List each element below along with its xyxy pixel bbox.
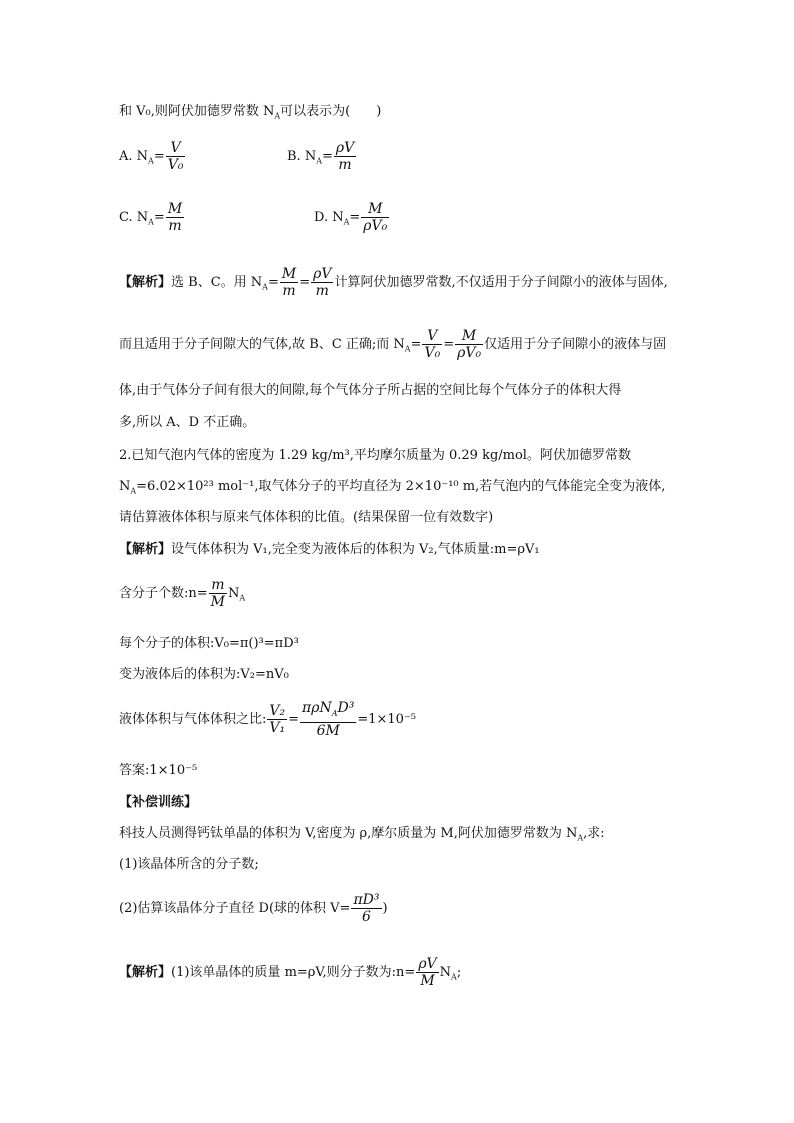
- analysis2-line5: 液体体积与气体体积之比: $\frac{\text{V₂}}{\text{V₁}}$ = $\frac{\pi\rho N_AD^3}{6M}$ =1×10⁻⁵: [119, 700, 417, 739]
- option-b-fraction: $\frac{\rho V}{m}$: [335, 140, 355, 173]
- intro-sub: A: [274, 111, 281, 121]
- analysis1-line4: 多,所以 A、D 不正确。: [119, 415, 256, 430]
- analysis2-answer: 答案:1×10⁻⁵: [119, 763, 198, 778]
- intro-text: 和 V₀,则阿伏加德罗常数 N: [119, 104, 275, 119]
- option-c-fraction: $\frac{M}{m}$: [167, 201, 183, 234]
- q2-line1: 2.已知气泡内气体的密度为 1.29 kg/m³,平均摩尔质量为 0.29 kg/mol。阿伏加德罗常数: [119, 448, 631, 463]
- analysis1-line1: 【解析】选 B、C。用 $N_A=$ $\frac{M}{m}$ = $\frac{\rho V}{m}$ 计算阿伏加德罗常数,不仅适用于分子间隙小的液体与固体,: [119, 266, 668, 299]
- supplement-line3: (2)估算该晶体分子直径 D(球的体积 V= $\frac{\text{πD³}}{6}$ ): [119, 892, 388, 925]
- option-c: C. $N_A=$ $\frac{M}{m}$: [119, 201, 183, 234]
- analysis2-line2: 含分子个数:n= $\frac{m}{M}$ $N_A$: [119, 577, 246, 610]
- supplement-title: 【补偿训练】: [119, 795, 198, 810]
- supplement-analysis: 【解析】(1)该单晶体的质量 m=ρV,则分子数为:n= $\frac{\rho V}{M}$ $N_A$;: [119, 956, 462, 989]
- supplement-line2: (1)该晶体所含的分子数;: [119, 857, 259, 872]
- analysis2-line4: 变为液体后的体积为:V₂=nV₀: [119, 667, 289, 682]
- question-intro: [119, 104, 381, 125]
- option-b: B. $N_A=$ $\frac{\rho V}{m}$: [287, 140, 355, 173]
- intro-tail: 可以表示为( ): [280, 104, 382, 119]
- option-d: D. $N_A=$ $\frac{M}{\text{ρV₀}}$: [314, 201, 388, 234]
- option-d-fraction: $\frac{M}{\text{ρV₀}}$: [363, 201, 388, 234]
- analysis1-line3: 体,由于气体分子间有很大的间隙,每个气体分子所占据的空间比每个气体分子的体积大得: [119, 383, 622, 398]
- q2-line2: $N_A=6.02\times 10^{23}$ mol⁻¹,取气体分子的平均直径为 2×10⁻¹⁰ m,若气泡内的气体能完全变为液体,: [119, 479, 666, 496]
- option-a-fraction: $\frac{V}{\text{V₀}}$: [167, 140, 184, 173]
- supplement-line1: 科技人员测得钙钛单晶的体积为 V,密度为 ρ,摩尔质量为 M,阿伏加德罗常数为 $N_A$,求:: [119, 826, 605, 843]
- analysis1-line2: 而且适用于分子间隙大的气体,故 B、C 正确;而 $N_A=$ $\frac{V}{\text{V₀}}$ = $\frac{M}{\text{ρV₀}}$ 仅适用于分子间隙小的液体与固: [119, 328, 667, 361]
- option-a: A. $N_A=$ $\frac{V}{\text{V₀}}$: [119, 140, 184, 173]
- analysis2-line1: 【解析】设气体体积为 V₁,完全变为液体后的体积为 V₂,气体质量:m=ρV₁: [119, 542, 540, 557]
- q2-line3: 请估算液体体积与原来气体体积的比值。(结果保留一位有效数字): [119, 510, 494, 525]
- analysis2-line3: 每个分子的体积:V₀=π()³=πD³: [119, 636, 299, 651]
